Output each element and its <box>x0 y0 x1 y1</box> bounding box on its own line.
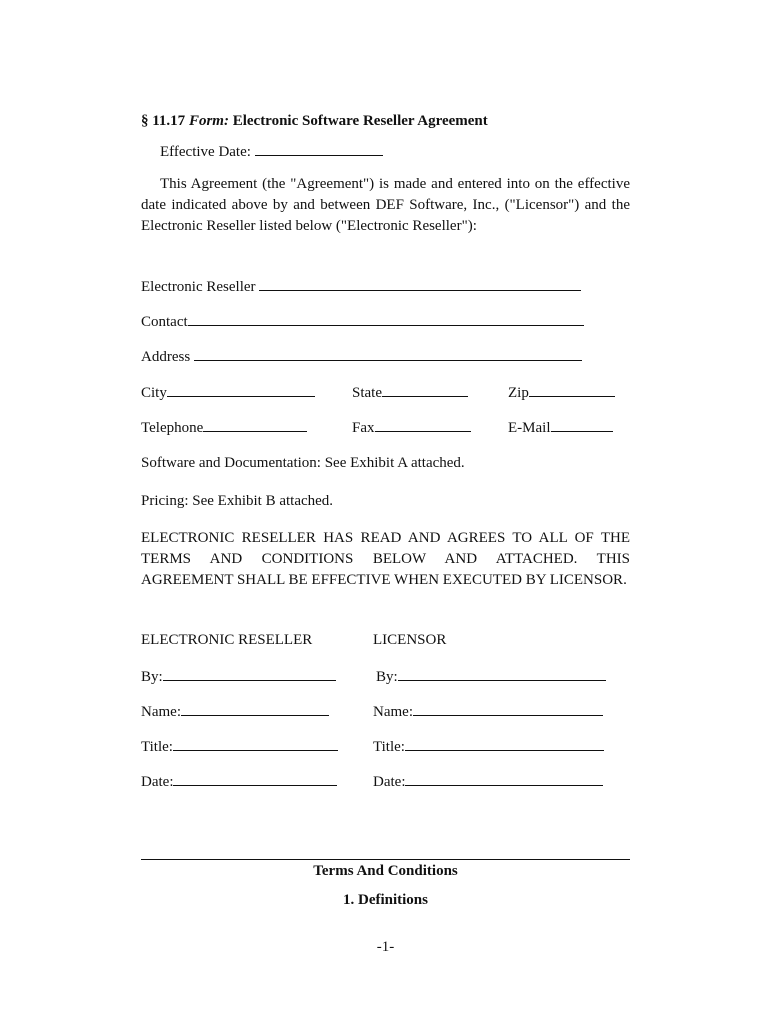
terms-heading: Terms And Conditions <box>313 863 458 879</box>
reseller-by-field[interactable] <box>163 666 336 681</box>
section-number: § 11.17 <box>141 113 186 129</box>
address-field[interactable] <box>194 346 582 361</box>
contact-label: Contact <box>141 314 188 330</box>
reseller-name-row <box>141 276 581 296</box>
contact-field[interactable] <box>188 311 584 326</box>
state-row <box>352 382 468 402</box>
pricing-line: Pricing: See Exhibit B attached. <box>141 493 334 509</box>
city-field[interactable] <box>167 382 315 397</box>
address-row <box>141 346 582 366</box>
licensor-title-label: Title: <box>373 739 405 755</box>
reseller-title-label: Title: <box>141 739 173 755</box>
document-heading <box>141 112 488 130</box>
form-word: Form: <box>188 113 229 129</box>
reseller-date-field[interactable] <box>173 771 337 786</box>
signature-left-header: ELECTRONIC RESELLER <box>141 632 313 648</box>
reseller-name-field[interactable] <box>259 276 581 291</box>
licensor-date-row <box>373 771 603 791</box>
reseller-sig-name-field[interactable] <box>181 701 329 716</box>
fax-row <box>352 417 471 437</box>
reseller-name-label: Electronic Reseller <box>141 279 256 295</box>
effective-date-label: Effective Date: <box>160 144 251 160</box>
state-label: State <box>352 385 382 401</box>
reseller-name-sig-row <box>141 701 329 721</box>
telephone-label: Telephone <box>141 420 204 436</box>
licensor-sig-name-field[interactable] <box>413 701 603 716</box>
reseller-sig-name-label: Name: <box>141 704 181 720</box>
city-row <box>141 382 315 402</box>
page-number: -1- <box>376 939 395 955</box>
email-field[interactable] <box>551 417 613 432</box>
licensor-title-field[interactable] <box>405 736 604 751</box>
fax-field[interactable] <box>375 417 471 432</box>
reseller-date-label: Date: <box>141 774 174 790</box>
email-row <box>508 417 613 437</box>
licensor-title-row <box>373 736 604 756</box>
zip-field[interactable] <box>529 382 615 397</box>
signature-right-header: LICENSOR <box>373 632 447 648</box>
telephone-field[interactable] <box>203 417 307 432</box>
licensor-sig-name-label: Name: <box>373 704 413 720</box>
contact-row <box>141 311 584 331</box>
section-divider <box>141 859 630 860</box>
reseller-title-row <box>141 736 338 756</box>
effective-date-row <box>160 141 383 161</box>
state-field[interactable] <box>382 382 468 397</box>
document-title: Electronic Software Reseller Agreement <box>232 113 488 129</box>
licensor-by-label: By: <box>376 669 398 685</box>
reseller-title-field[interactable] <box>173 736 338 751</box>
zip-label: Zip <box>508 385 529 401</box>
software-line: Software and Documentation: See Exhibit A attached. <box>141 455 465 471</box>
intro-paragraph: This Agreement (the "Agreement") is made and entered into on the effective date indicated above by and between DEF Software, Inc., ("Licensor") and the Electronic Reseller listed below ("Electronic Reseller"): <box>141 176 630 234</box>
reseller-by-row <box>141 666 336 686</box>
email-label: E-Mail <box>508 420 551 436</box>
licensor-date-field[interactable] <box>405 771 603 786</box>
fax-label: Fax <box>352 420 375 436</box>
licensor-date-label: Date: <box>373 774 406 790</box>
address-label: Address <box>141 349 191 365</box>
licensor-name-sig-row <box>373 701 603 721</box>
licensor-by-field[interactable] <box>398 666 606 681</box>
reseller-date-row <box>141 771 337 791</box>
reseller-by-label: By: <box>141 669 163 685</box>
telephone-row <box>141 417 307 437</box>
effective-date-field[interactable] <box>255 141 383 156</box>
zip-row <box>508 382 615 402</box>
licensor-by-row <box>376 666 606 686</box>
definitions-heading: 1. Definitions <box>342 892 428 908</box>
acknowledgement-paragraph: ELECTRONIC RESELLER HAS READ AND AGREES TO ALL OF THE TERMS AND CONDITIONS BELOW AND ATTACHED. THIS AGREEMENT SHALL BE EFFECTIVE WHEN EXECUTED BY LICENSOR. <box>141 530 630 588</box>
city-label: City <box>141 385 167 401</box>
